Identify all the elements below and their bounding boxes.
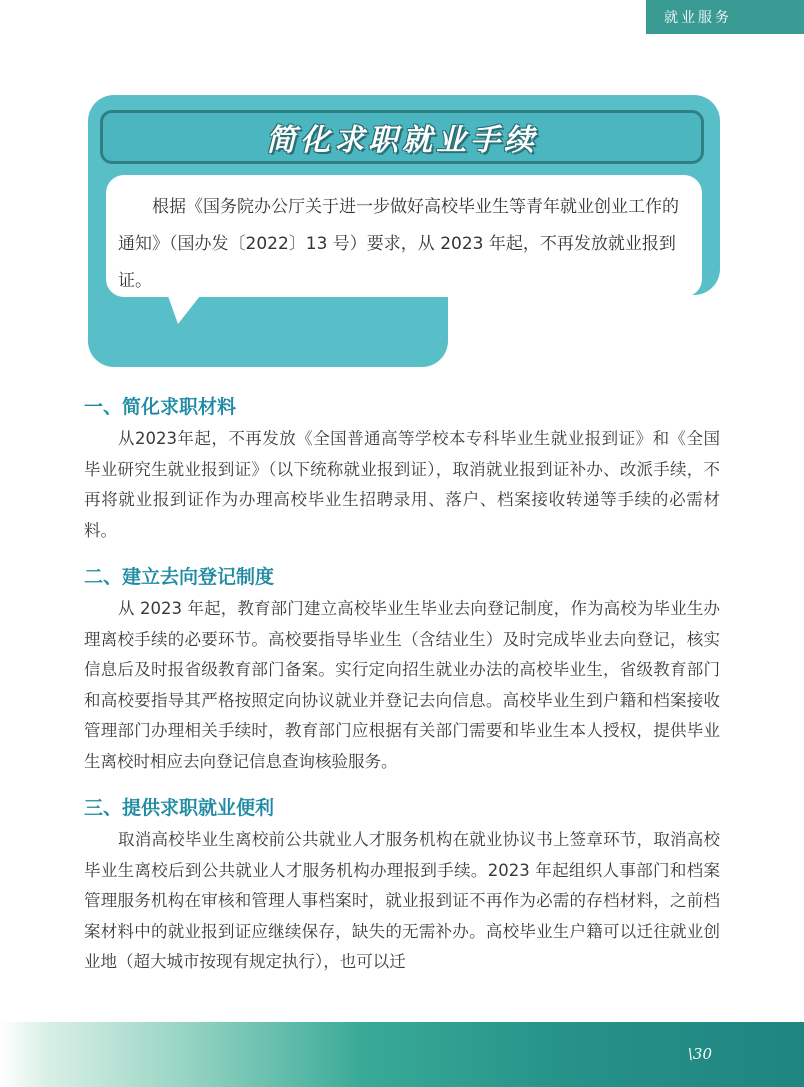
callout-body-text: 根据《国务院办公厅关于进一步做好高校毕业生等青年就业创业工作的通知》（国办发〔2022〕13 号）要求，从 2023 年起，不再发放就业报到证。 [118, 197, 679, 291]
section-tab-label: 就业服务 [664, 10, 732, 26]
section-paragraph-2: 从 2023 年起，教育部门建立高校毕业生毕业去向登记制度，作为高校为毕业生办理离校手续的必要环节。高校要指导毕业生（含结业生）及时完成毕业去向登记，核实信息后及时报省级教育部门备案。实行定向招生就业办法的高校毕业生，省级教育部门和高校要指导其严格按照定向协议就业并登记去向信息。高校毕业生到户籍和档案接收管理部门办理相关手续时，教育部门应根据有关部门需要和毕业生本人授权，提供毕业生离校时相应去向登记信息查询核验服务。 [84, 599, 720, 771]
main-content [84, 390, 720, 992]
page-number: \30 [687, 1045, 712, 1063]
section-heading-1: 一、简化求职材料 [84, 396, 237, 418]
footer-gradient-band [0, 1022, 804, 1087]
section-paragraph-1: 从2023年起，不再发放《全国普通高等学校本专科毕业生就业报到证》和《全国毕业研究生就业报到证》（以下统称就业报到证），取消就业报到证补办、改派手续，不再将就业报到证作为办理高校毕业生招聘录用、落户、档案接收转递等手续的必需材料。 [84, 429, 720, 540]
section-paragraph-3: 取消高校毕业生离校前公共就业人才服务机构在就业协议书上签章环节，取消高校毕业生离校后到公共就业人才服务机构办理报到手续。2023 年起组织人事部门和档案管理服务机构在审核和管理人事档案时，就业报到证不再作为必需的存档材料，之前档案材料中的就业报到证应继续保存，缺失的无需补办。高校毕业生户籍可以迁往就业创业地（超大城市按现有规定执行），也可以迁 [84, 830, 720, 971]
speech-bubble-tail [168, 296, 200, 324]
callout-speech-bubble [106, 175, 702, 297]
callout-title: 简化求职就业手续 [266, 123, 538, 158]
section-heading-2: 二、建立去向登记制度 [84, 566, 275, 588]
page-number-value: 30 [692, 1045, 712, 1063]
callout-title-banner [100, 110, 704, 164]
section-heading-3: 三、提供求职就业便利 [84, 797, 275, 819]
section-tab [646, 0, 804, 34]
